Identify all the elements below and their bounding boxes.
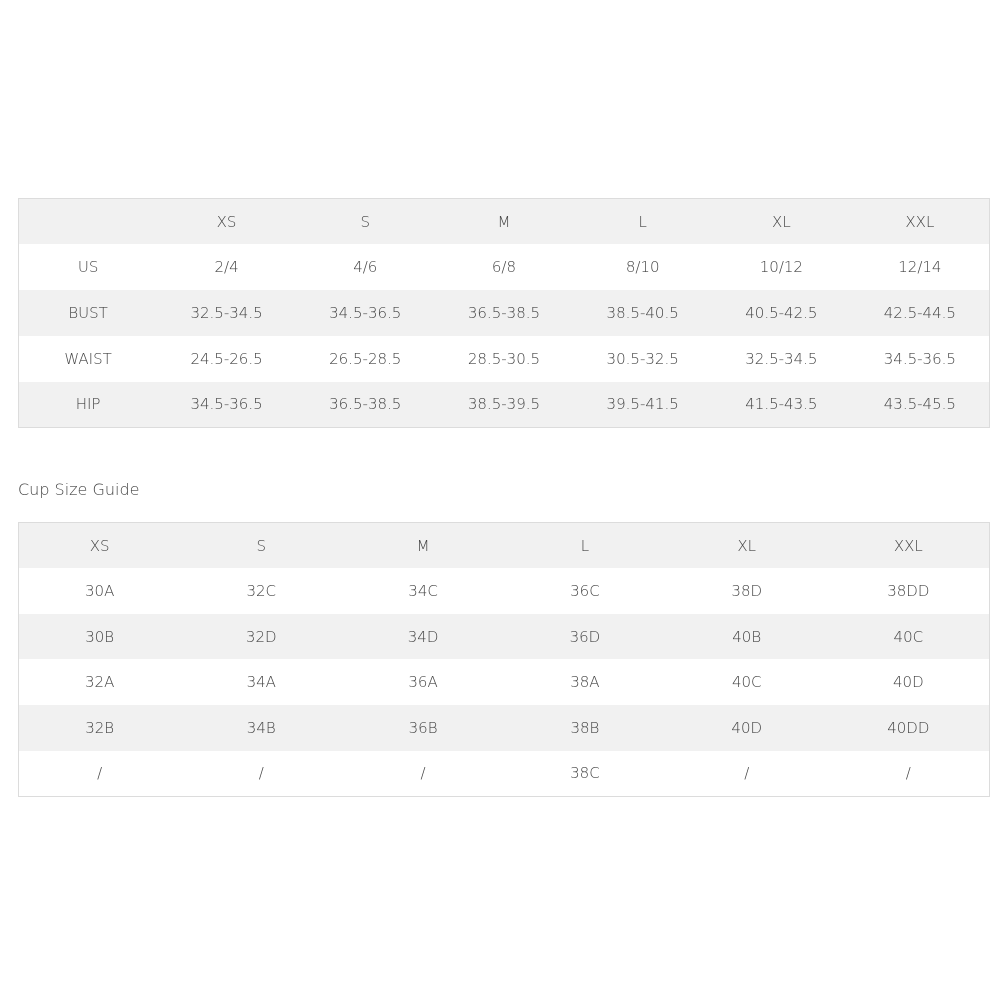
cup-table-cell: 38B bbox=[504, 705, 666, 751]
cup-table-cell: 36A bbox=[342, 659, 504, 705]
cup-table-cell: 36C bbox=[504, 568, 666, 614]
cup-table-cell: 38A bbox=[504, 659, 666, 705]
size-chart-header-row bbox=[19, 199, 990, 245]
size-chart-row-bust bbox=[19, 290, 990, 336]
size-chart-cell: 2/4 bbox=[157, 244, 296, 290]
cup-table-cell: 32D bbox=[180, 614, 342, 660]
size-chart-corner-cell bbox=[19, 199, 158, 245]
size-chart-header-cell: L bbox=[573, 199, 712, 245]
cup-table-cell: 40C bbox=[666, 659, 828, 705]
cup-table-cell: 40D bbox=[666, 705, 828, 751]
cup-table-header-row bbox=[19, 523, 990, 569]
cup-table-cell: / bbox=[180, 751, 342, 797]
cup-table-header-cell: M bbox=[342, 523, 504, 569]
cup-table-cell: / bbox=[666, 751, 828, 797]
size-chart-cell: 39.5-41.5 bbox=[573, 382, 712, 428]
size-chart-row-waist bbox=[19, 336, 990, 382]
size-chart-table bbox=[18, 198, 990, 428]
cup-table-cell: 34D bbox=[342, 614, 504, 660]
size-chart-cell: 10/12 bbox=[712, 244, 851, 290]
cup-table-cell: 38D bbox=[666, 568, 828, 614]
size-chart-cell: 43.5-45.5 bbox=[851, 382, 990, 428]
size-chart-cell: 30.5-32.5 bbox=[573, 336, 712, 382]
size-chart-cell: 40.5-42.5 bbox=[712, 290, 851, 336]
cup-table-cell: 40B bbox=[666, 614, 828, 660]
cup-table-cell: 32B bbox=[19, 705, 181, 751]
size-chart-cell: 24.5-26.5 bbox=[157, 336, 296, 382]
size-chart-cell: 32.5-34.5 bbox=[157, 290, 296, 336]
size-chart-cell: 38.5-39.5 bbox=[435, 382, 574, 428]
cup-table-header-cell: XXL bbox=[828, 523, 990, 569]
size-chart-cell: 36.5-38.5 bbox=[435, 290, 574, 336]
size-chart-cell: 26.5-28.5 bbox=[296, 336, 435, 382]
size-chart-cell: 32.5-34.5 bbox=[712, 336, 851, 382]
size-chart-cell: 36.5-38.5 bbox=[296, 382, 435, 428]
cup-table-row bbox=[19, 751, 990, 797]
size-chart-header-cell: XXL bbox=[851, 199, 990, 245]
cup-table-row bbox=[19, 614, 990, 660]
cup-table-cell: 32C bbox=[180, 568, 342, 614]
size-chart-row-hip bbox=[19, 382, 990, 428]
cup-table-row bbox=[19, 659, 990, 705]
size-chart-cell: 34.5-36.5 bbox=[851, 336, 990, 382]
cup-table-cell: / bbox=[19, 751, 181, 797]
size-chart-cell: 8/10 bbox=[573, 244, 712, 290]
cup-table-cell: 40C bbox=[828, 614, 990, 660]
size-chart-row-label: US bbox=[19, 244, 158, 290]
size-chart-cell: 4/6 bbox=[296, 244, 435, 290]
size-chart-row-label: BUST bbox=[19, 290, 158, 336]
size-chart-header-cell: XS bbox=[157, 199, 296, 245]
size-chart-cell: 34.5-36.5 bbox=[296, 290, 435, 336]
size-chart-row-us bbox=[19, 244, 990, 290]
cup-table-cell: 38C bbox=[504, 751, 666, 797]
size-chart-cell: 34.5-36.5 bbox=[157, 382, 296, 428]
cup-size-guide-title: Cup Size Guide bbox=[18, 480, 140, 499]
cup-table-cell: 30A bbox=[19, 568, 181, 614]
cup-table-cell: 32A bbox=[19, 659, 181, 705]
size-chart-cell: 6/8 bbox=[435, 244, 574, 290]
cup-table-cell: 40DD bbox=[828, 705, 990, 751]
cup-table-cell: 34B bbox=[180, 705, 342, 751]
size-chart-cell: 28.5-30.5 bbox=[435, 336, 574, 382]
cup-table-row bbox=[19, 568, 990, 614]
size-chart-cell: 12/14 bbox=[851, 244, 990, 290]
cup-table-cell: 36D bbox=[504, 614, 666, 660]
size-chart-cell: 41.5-43.5 bbox=[712, 382, 851, 428]
cup-table-cell: 36B bbox=[342, 705, 504, 751]
size-chart-cell: 38.5-40.5 bbox=[573, 290, 712, 336]
cup-table-row bbox=[19, 705, 990, 751]
cup-table-header-cell: L bbox=[504, 523, 666, 569]
size-chart-header-cell: S bbox=[296, 199, 435, 245]
size-chart-cell: 42.5-44.5 bbox=[851, 290, 990, 336]
cup-table-cell: 30B bbox=[19, 614, 181, 660]
cup-size-table bbox=[18, 522, 990, 797]
size-chart-header-cell: M bbox=[435, 199, 574, 245]
cup-table-header-cell: S bbox=[180, 523, 342, 569]
cup-table-cell: / bbox=[342, 751, 504, 797]
cup-table-cell: 40D bbox=[828, 659, 990, 705]
size-chart-row-label: WAIST bbox=[19, 336, 158, 382]
size-chart-row-label: HIP bbox=[19, 382, 158, 428]
size-chart-header-cell: XL bbox=[712, 199, 851, 245]
cup-table-cell: 34A bbox=[180, 659, 342, 705]
cup-table-cell: 34C bbox=[342, 568, 504, 614]
cup-table-header-cell: XS bbox=[19, 523, 181, 569]
cup-table-header-cell: XL bbox=[666, 523, 828, 569]
cup-table-cell: 38DD bbox=[828, 568, 990, 614]
cup-table-cell: / bbox=[828, 751, 990, 797]
